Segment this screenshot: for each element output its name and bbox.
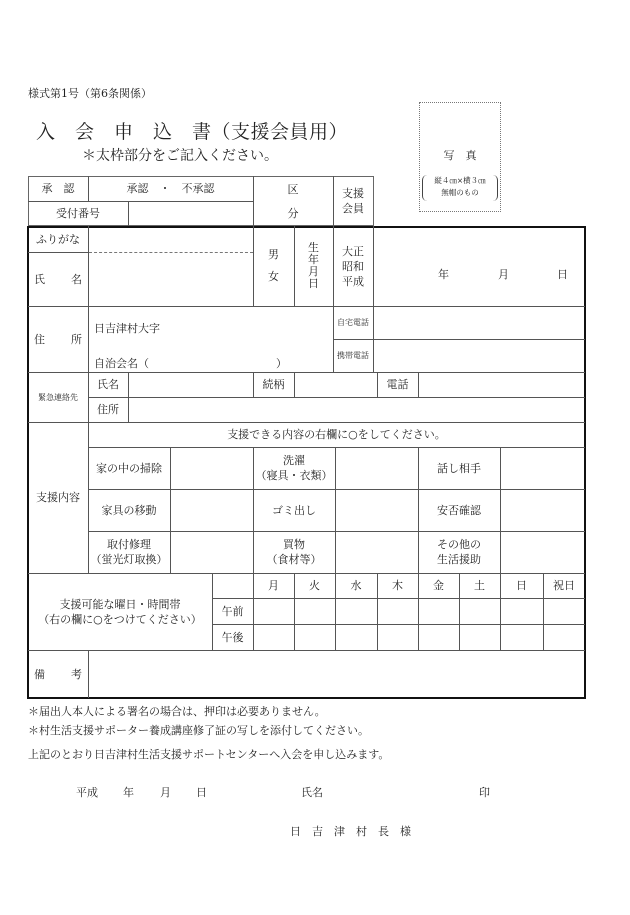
- support-instruction: 支援できる内容の右欄に○をしてください。: [227, 428, 446, 441]
- support-check-garbage[interactable]: [336, 490, 418, 531]
- address-label: 住 所: [34, 332, 82, 346]
- schedule-cell-sat-pm[interactable]: [459, 624, 500, 650]
- era-heisei[interactable]: 平成: [342, 274, 364, 288]
- support-check-laundry[interactable]: [336, 448, 418, 489]
- gender-selector[interactable]: [253, 226, 294, 306]
- home-phone-label: 自宅電話: [337, 318, 369, 327]
- schedule-cell-thu-pm[interactable]: [377, 624, 418, 650]
- home-phone-field[interactable]: [374, 307, 585, 339]
- photo-box: [419, 102, 501, 212]
- name-label-1: 氏: [34, 273, 45, 286]
- day-header-holiday: 祝日: [553, 579, 575, 592]
- emergency-phone-field[interactable]: [419, 373, 585, 397]
- support-check-conversation[interactable]: [501, 448, 585, 489]
- approval-label: 承 認: [41, 182, 75, 195]
- signature-day: 日: [196, 786, 207, 799]
- schedule-cell-thu-am[interactable]: [377, 598, 418, 624]
- name-field[interactable]: [89, 253, 253, 306]
- category-value-text: 支援会員: [342, 187, 364, 215]
- schedule-cell-mon-am[interactable]: [253, 598, 294, 624]
- gender-male[interactable]: 男: [268, 248, 279, 261]
- signature-month: 月: [160, 786, 171, 799]
- support-check-house-cleaning[interactable]: [171, 448, 253, 489]
- day-header-fri: 金: [433, 579, 444, 592]
- reception-number-label: 受付番号: [56, 207, 100, 220]
- emergency-name-label: 氏名: [97, 378, 119, 391]
- category-label-bottom: 分: [287, 206, 299, 220]
- form-title: 入 会 申 込 書（支援会員用）: [36, 121, 349, 143]
- birth-year-label: 年: [438, 268, 449, 281]
- schedule-cell-sun-pm[interactable]: [500, 624, 543, 650]
- day-header-wed: 水: [350, 579, 362, 592]
- era-showa[interactable]: 昭和: [342, 259, 364, 273]
- support-check-repair[interactable]: [171, 532, 253, 573]
- support-item-garbage: ゴミ出し: [272, 503, 316, 517]
- form-number: 様式第1号（第6条関係）: [28, 87, 152, 100]
- day-header-thu: 木: [392, 579, 403, 592]
- birth-month-label: 月: [498, 268, 509, 281]
- community-label: 自治会名（: [94, 357, 149, 370]
- emergency-name-field[interactable]: [129, 373, 253, 397]
- address-field[interactable]: [89, 307, 333, 372]
- era-taisho[interactable]: 大正: [342, 244, 364, 258]
- support-item-conversation: 話し相手: [437, 461, 481, 475]
- signature-year: 年: [123, 786, 134, 799]
- reception-number-field[interactable]: [128, 201, 253, 226]
- schedule-cell-fri-pm[interactable]: [418, 624, 459, 650]
- emergency-phone-label: 電話: [386, 378, 409, 391]
- support-check-safety-check[interactable]: [501, 490, 585, 531]
- photo-size-text: 縦４㎝×横３㎝: [434, 176, 486, 185]
- photo-hat-text: 無帽のもの: [441, 188, 479, 197]
- signature-seal: 印: [479, 786, 490, 799]
- emergency-contact-label: 緊急連絡先: [38, 392, 78, 402]
- period-morning-label: 午前: [221, 604, 244, 618]
- schedule-cell-tue-pm[interactable]: [294, 624, 335, 650]
- support-content-label: 支援内容: [36, 491, 80, 504]
- community-close: ）: [276, 357, 287, 370]
- support-item-repair: 取付修理 （蛍光灯取換）: [90, 538, 168, 566]
- furigana-field[interactable]: [89, 227, 253, 252]
- photo-size-note: [422, 175, 498, 201]
- approval-options[interactable]: 承認 ・ 不承認: [126, 182, 215, 195]
- addressee: 日 吉 津 村 長 様: [290, 825, 411, 838]
- schedule-cell-holiday-am[interactable]: [543, 598, 585, 624]
- support-item-laundry: 洗濯 （寝具・衣類）: [255, 454, 333, 482]
- name-label-2: 名: [71, 273, 82, 286]
- form-instruction: ＊太枠部分をご記入ください。: [82, 148, 278, 164]
- support-item-safety-check: 安否確認: [437, 503, 481, 517]
- emergency-relation-field[interactable]: [295, 373, 377, 397]
- emergency-address-field[interactable]: [129, 398, 585, 422]
- schedule-label: 支援可能な曜日・時間帯 （右の欄に○をつけてください）: [38, 597, 202, 626]
- birthdate-field[interactable]: [373, 226, 585, 306]
- support-item-other: その他の 生活援助: [437, 538, 481, 566]
- birthdate-label: 生 年 月 日: [308, 241, 319, 290]
- category-label-top: 区: [287, 182, 299, 196]
- day-header-tue: 火: [309, 579, 320, 592]
- note-seal: ＊届出人本人による署名の場合は、押印は必要ありません。: [28, 705, 326, 718]
- schedule-cell-wed-pm[interactable]: [335, 624, 377, 650]
- schedule-cell-wed-am[interactable]: [335, 598, 377, 624]
- schedule-grid: [253, 598, 585, 650]
- note-certificate: ＊村生活支援サポーター養成講座修了証の写しを添付してください。: [28, 724, 369, 737]
- support-check-other[interactable]: [501, 532, 585, 573]
- schedule-cell-sun-am[interactable]: [500, 598, 543, 624]
- photo-label: 写 真: [443, 149, 477, 162]
- support-item-furniture-moving: 家具の移動: [101, 503, 157, 517]
- schedule-cell-fri-am[interactable]: [418, 598, 459, 624]
- declaration-text: 上記のとおり日吉津村生活支援サポートセンターへ入会を申し込みます。: [28, 748, 390, 761]
- schedule-cell-mon-pm[interactable]: [253, 624, 294, 650]
- signature-name-field[interactable]: [330, 780, 475, 800]
- support-check-shopping[interactable]: [336, 532, 418, 573]
- period-afternoon-label: 午後: [221, 630, 244, 644]
- signature-era: 平成: [76, 786, 98, 799]
- schedule-cell-sat-am[interactable]: [459, 598, 500, 624]
- address-prefix: 日吉津村大字: [94, 322, 160, 335]
- signature-name-label: 氏名: [301, 786, 323, 799]
- remarks-label: 備 考: [34, 667, 82, 681]
- emergency-address-label: 住所: [97, 403, 119, 416]
- day-header-mon: 月: [268, 579, 279, 592]
- mobile-phone-field[interactable]: [374, 340, 585, 372]
- day-header-sun: 日: [516, 579, 527, 592]
- support-check-furniture-moving[interactable]: [171, 490, 253, 531]
- support-item-shopping: 買物 （食材等）: [266, 538, 322, 566]
- era-selector[interactable]: [333, 226, 373, 306]
- birth-day-label: 日: [557, 268, 568, 281]
- mobile-phone-label: 携帯電話: [337, 351, 369, 360]
- category-value: [333, 176, 373, 226]
- schedule-cell-tue-am[interactable]: [294, 598, 335, 624]
- gender-female[interactable]: 女: [268, 270, 279, 283]
- schedule-cell-holiday-pm[interactable]: [543, 624, 585, 650]
- remarks-field[interactable]: [89, 651, 583, 696]
- furigana-label: ふりがな: [36, 233, 80, 246]
- support-item-house-cleaning: 家の中の掃除: [96, 461, 162, 475]
- name-label: [34, 253, 82, 306]
- emergency-relation-label: 続柄: [262, 378, 285, 391]
- day-header-sat: 土: [474, 579, 485, 592]
